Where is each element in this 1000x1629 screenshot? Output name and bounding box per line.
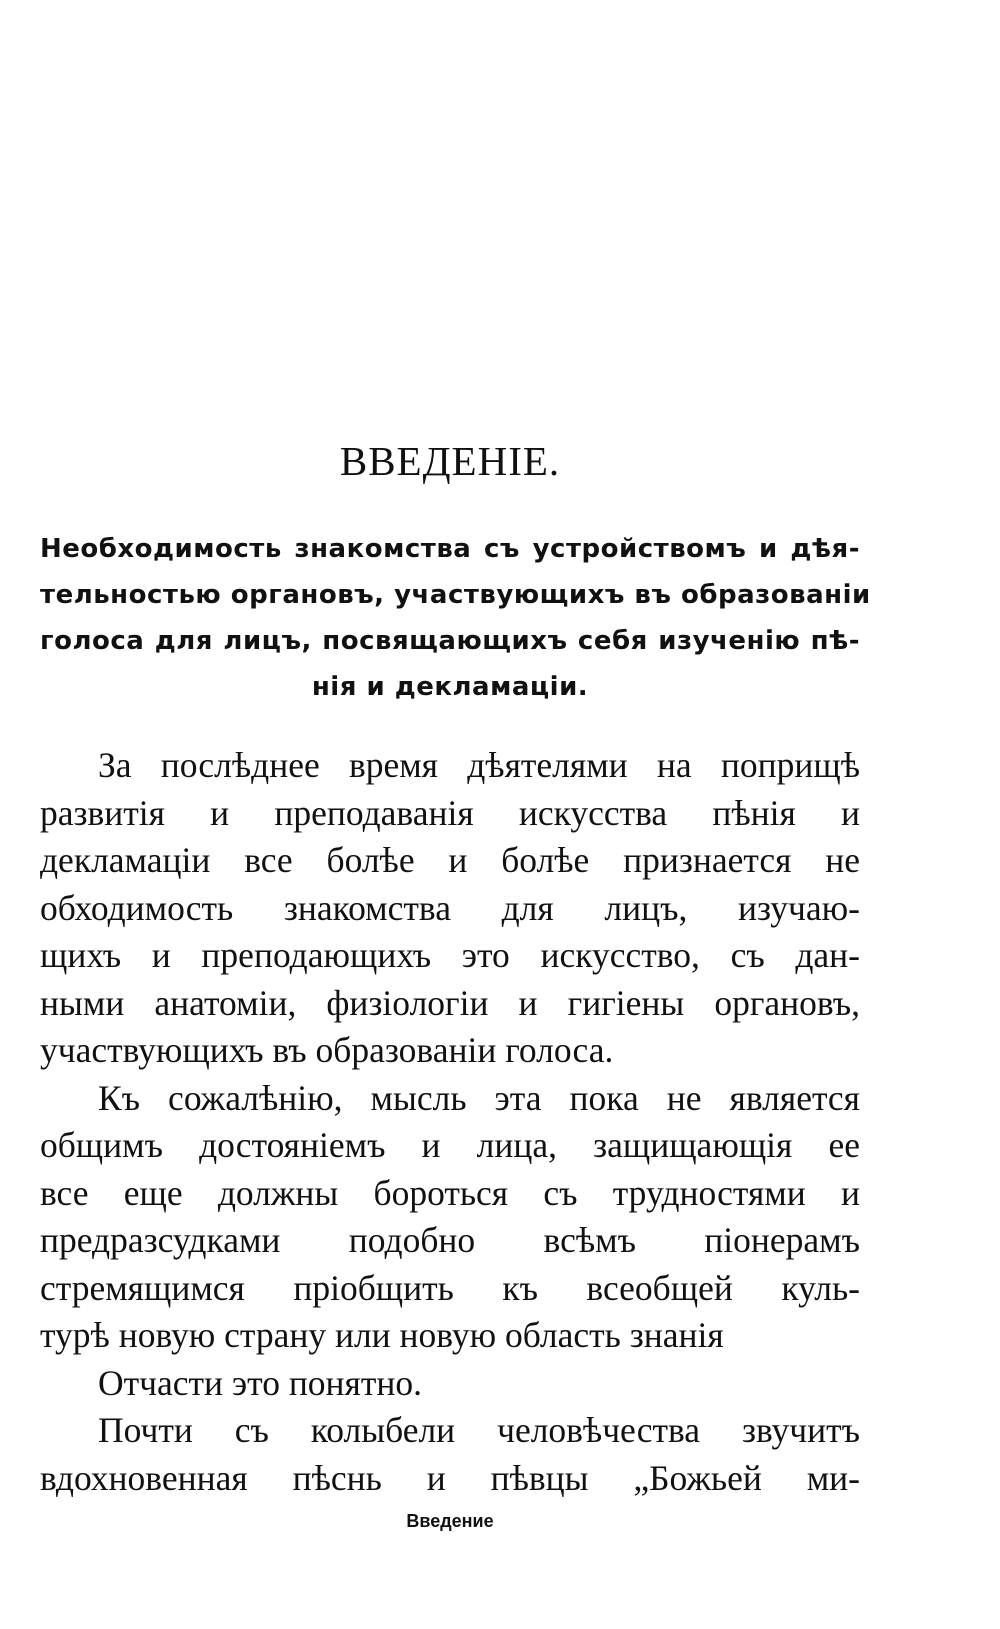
paragraph-1-line: ными анатоміи, физіологіи и гигіены органовъ,: [40, 982, 860, 1023]
paragraph-1-line: щихъ и преподающихъ это искусство, съ дан-: [40, 935, 860, 975]
paragraph-2-line: турѣ новую страну или новую область знанія: [40, 1315, 724, 1355]
paragraph-2-line: Къ сожалѣнію, мысль эта пока не является: [98, 1077, 860, 1118]
subtitle-line: нія и декламаціи.: [311, 672, 589, 702]
paragraph-1-line: декламаціи все болѣе и болѣе признается не: [40, 840, 860, 880]
body-text: [40, 742, 860, 1502]
chapter-title: ВВЕДЕНІЕ.: [339, 438, 561, 484]
paragraph-2-line: предразсудками подобно всѣмъ піонерамъ: [40, 1220, 860, 1260]
paragraph-2-line: общимъ достояніемъ и лица, защищающія ее: [40, 1125, 860, 1165]
subtitle-line: Необходимость знакомства съ устройствомъ и дѣя-: [40, 534, 860, 564]
paragraph-1-line: участвующихъ въ образованіи голоса.: [40, 1030, 614, 1070]
paragraph-2-line: стремящимся пріобщить къ всеобщей куль-: [40, 1267, 860, 1308]
paragraph-4-line: вдохновенная пѣснь и пѣвцы „Божьей ми-: [40, 1457, 860, 1498]
paragraph-4-line: Почти съ колыбели человѣчества звучитъ: [98, 1410, 860, 1450]
running-footer: Введение: [406, 1511, 494, 1531]
subtitle-line: голоса для лицъ, посвящающихъ себя изученію пѣ-: [40, 626, 860, 656]
chapter-subtitle: [40, 526, 871, 710]
paragraph-3-line: Отчасти это понятно.: [98, 1362, 423, 1403]
paragraph-2-line: все еще должны бороться съ трудностями и: [40, 1172, 860, 1213]
paragraph-1-line: развитія и преподаванія искусства пѣнія и: [40, 792, 860, 833]
paragraph-1-line: обходимость знакомства для лицъ, изучаю-: [40, 887, 860, 928]
subtitle-line: тельностью органовъ, участвующихъ въ образованіи: [40, 580, 871, 610]
paragraph-1-line: За послѣднее время дѣятелями на поприщѣ: [98, 745, 860, 785]
